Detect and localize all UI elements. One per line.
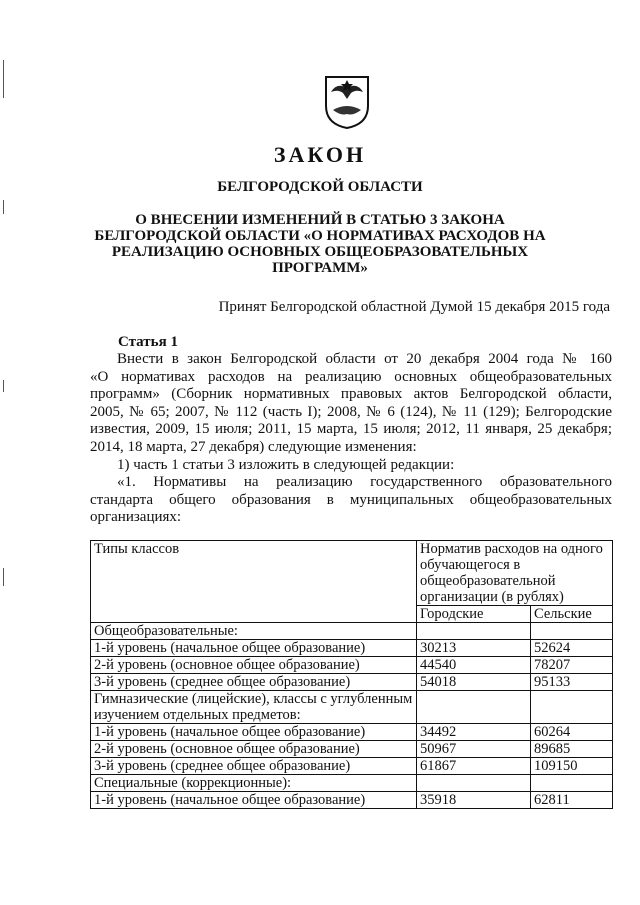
article-title: Статья 1 [118, 334, 178, 350]
law-title: ЗАКОН [273, 142, 367, 167]
table-row: 3-й уровень (среднее общее образование) 54018 95133 [91, 674, 613, 691]
scan-margin-mark [3, 380, 4, 392]
article-body: Внести в закон Белгородской области от 20 декабря 2004 года № 160 «О нормативах расходов на реализацию основных общеобразовательных программ» (Сборник нормативных правовых актов Белгородской области, 2005, № 65; 2007, № 112 (часть I); 2008, № 6 (124), № 11 (129); Белгородские известия, 2009, 15 июля; 2011, 15 марта, 15 июля; 2012, 11 января, 25 декабря; 2014, 18 марта, 27 декабря) следующие изменения: 1) часть 1 статьи 3 изложить в следующей редакции: «1. Нормативы на реализацию государственного образовательного стандарта общего образования в муниципальных общеобразовательных организациях: [90, 351, 612, 526]
table-group-row: Специальные (коррекционные): [91, 775, 613, 792]
table-group-row: Гимназические (лицейские), классы с углубленным изучением отдельных предметов: [91, 691, 613, 724]
table-header-row [91, 541, 613, 606]
header-types: Типы классов [91, 541, 417, 623]
norms-table [90, 540, 613, 809]
table-row: 2-й уровень (основное общее образование) 44540 78207 [91, 657, 613, 674]
region-subtitle: БЕЛГОРОДСКОЙ ОБЛАСТИ [217, 179, 423, 195]
table-row: 1-й уровень (начальное общее образование) 30213 52624 [91, 640, 613, 657]
adoption-note: Принят Белгородской областной Думой 15 декабря 2015 года [218, 299, 610, 315]
header-norm: Норматив расходов на одного обучающегося в общеобразовательной организации (в рублях) [417, 541, 613, 606]
table-row: 2-й уровень (основное общее образование) 50967 89685 [91, 741, 613, 758]
table-row: 3-й уровень (среднее общее образование) 61867 109150 [91, 758, 613, 775]
scan-margin-mark [3, 568, 4, 586]
table-row: 1-й уровень (начальное общее образование) 34492 60264 [91, 724, 613, 741]
table-row: 1-й уровень (начальное общее образование) 35918 62811 [91, 792, 613, 809]
scan-margin-mark [3, 200, 4, 214]
header-rural: Сельские [531, 606, 613, 623]
law-heading: О ВНЕСЕНИИ ИЗМЕНЕНИЙ В СТАТЬЮ 3 ЗАКОНА БЕЛГОРОДСКОЙ ОБЛАСТИ «О НОРМАТИВАХ РАСХОДОВ НА РЕАЛИЗАЦИЮ ОСНОВНЫХ ОБЩЕОБРАЗОВАТЕЛЬНЫХ ПРОГРАММ» [94, 212, 546, 276]
table-group-row: Общеобразовательные: [91, 623, 613, 640]
header-urban: Городские [417, 606, 531, 623]
coat-of-arms-icon [323, 74, 371, 130]
scan-margin-mark [3, 60, 4, 98]
